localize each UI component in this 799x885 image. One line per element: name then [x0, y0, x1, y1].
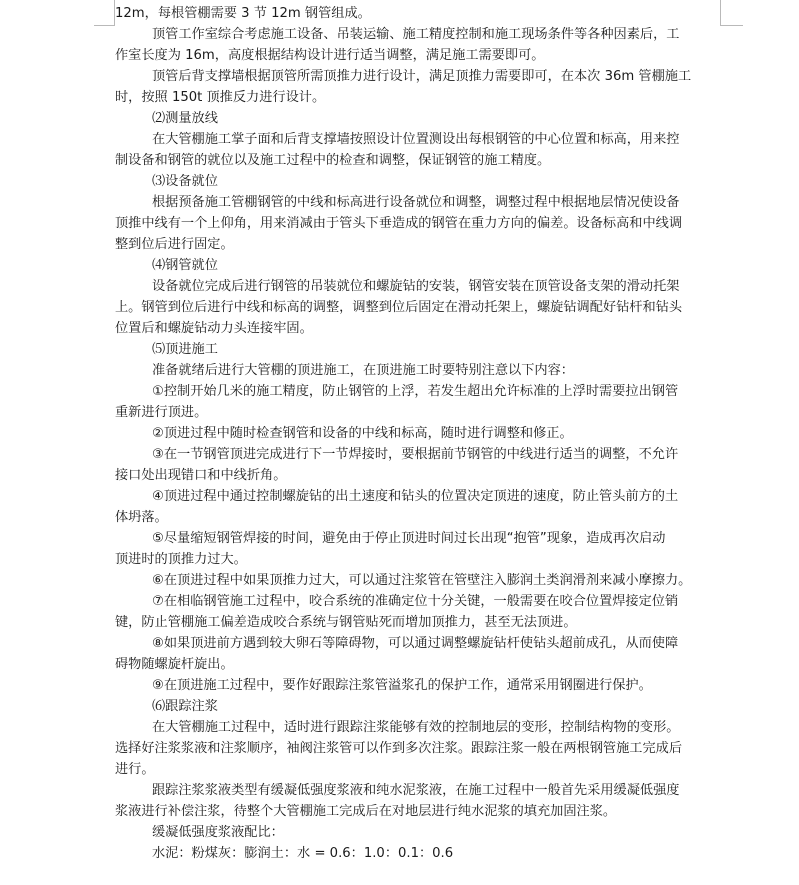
- text-line: 在大管棚施工掌子面和后背支撑墙按照设计位置测设出每根钢管的中心位置和标高，用来控: [152, 132, 680, 147]
- text-line: 体坍落。: [115, 510, 168, 525]
- text-line: 制设备和钢管的就位以及施工过程中的检查和调整，保证钢管的施工精度。: [115, 153, 551, 168]
- text-line: 顶管后背支撑墙根据顶管所需顶推力进行设计，满足顶推力需要即可，在本次 36m 管棚施工: [152, 69, 692, 84]
- text-line: ②顶进过程中随时检查钢管和设备的中线和标高，随时进行调整和修正。: [152, 426, 573, 441]
- text-line: ⑸顶进施工: [152, 342, 218, 357]
- text-line: 准备就绪后进行大管棚的顶进施工，在顶进施工时要特别注意以下内容：: [152, 363, 574, 378]
- text-line: 时，按照 150t 顶推反力进行设计。: [115, 90, 326, 105]
- text-line: 碍物随螺旋杆旋出。: [115, 657, 234, 672]
- text-line: 整到位后进行固定。: [115, 237, 234, 252]
- text-line: ①控制开始几米的施工精度，防止钢管的上浮，若发生超出允许标准的上浮时需要拉出钢管: [152, 384, 679, 399]
- text-line: ⑦在相临钢管施工过程中，咬合系统的准确定位十分关键，一般需要在咬合位置焊接定位销: [152, 594, 679, 609]
- text-line: ④顶进过程中通过控制螺旋钻的出土速度和钻头的位置决定顶进的速度，防止管头前方的土: [152, 489, 679, 504]
- text-line: 作室长度为 16m，高度根据结构设计进行适当调整，满足施工需要即可。: [115, 48, 545, 63]
- text-line: ⑷钢管就位: [152, 258, 218, 273]
- text-line: 跟踪注浆浆液类型有缓凝低强度浆液和纯水泥浆液，在施工过程中一般首先采用缓凝低强度: [152, 783, 680, 798]
- text-line: ⑥在顶进过程中如果顶推力过大，可以通过注浆管在管壁注入膨润土类润滑剂来减小摩擦力。: [152, 573, 692, 588]
- text-line: 缓凝低强度浆液配比：: [152, 825, 284, 840]
- text-line: 上。钢管到位后进行中线和标高的调整，调整到位后固定在滑动托架上，螺旋钻调配好钻杆和钻头: [115, 300, 683, 315]
- text-line: ③在一节钢管顶进完成进行下一节焊接时，要根据前节钢管的中线进行适当的调整，不允许: [152, 447, 679, 462]
- crop-mark-top-right: [720, 0, 743, 26]
- text-line: ⑹跟踪注浆: [152, 699, 218, 714]
- text-line: ⑵测量放线: [152, 111, 218, 126]
- text-line: 在大管棚施工过程中，适时进行跟踪注浆能够有效的控制地层的变形，控制结构物的变形。: [152, 720, 680, 735]
- text-line: 顶推中线有一个上仰角，用来消减由于管头下垂造成的钢管在重力方向的偏差。设备标高和中线调: [115, 216, 683, 231]
- text-line: 顶进时的顶推力过大。: [115, 552, 247, 567]
- text-line: 位置后和螺旋钻动力头连接牢固。: [115, 321, 313, 336]
- text-line: ⑤尽量缩短钢管焊接的时间，避免由于停止顶进时间过长出现“抱管”现象，造成再次启动: [152, 531, 666, 546]
- text-line: 根据预备施工管棚钢管的中线和标高进行设备就位和调整，调整过程中根据地层情况使设备: [152, 195, 680, 210]
- text-line: 12m，每根管棚需要 3 节 12m 钢管组成。: [115, 6, 371, 21]
- crop-mark-top-left: [94, 0, 115, 26]
- text-line: ⑧如果顶进前方遇到较大卵石等障碍物，可以通过调整螺旋钻杆使钻头超前成孔，从而使障: [152, 636, 679, 651]
- text-line: 水泥：粉煤灰：膨润土：水 = 0.6：1.0：0.1：0.6: [152, 846, 454, 861]
- text-line: 重新进行顶进。: [115, 405, 208, 420]
- text-line: ⑨在顶进施工过程中，要作好跟踪注浆管溢浆孔的保护工作，通常采用钢圈进行保护。: [152, 678, 652, 693]
- text-line: 浆液进行补偿注浆，待整个大管棚施工完成后在对地层进行纯水泥浆的填充加固注浆。: [115, 804, 617, 819]
- text-line: 进行。: [115, 762, 155, 777]
- text-line: 键，防止管棚施工偏差造成咬合系统与钢管贴死而增加顶推力，甚至无法顶进。: [115, 615, 577, 630]
- text-line: ⑶设备就位: [152, 174, 218, 189]
- text-line: 选择好注浆浆液和注浆顺序，袖阀注浆管可以作到多次注浆。跟踪注浆一般在两根钢管施工完成后: [115, 741, 683, 756]
- text-line: 接口处出现错口和中线折角。: [115, 468, 287, 483]
- text-line: 设备就位完成后进行钢管的吊装就位和螺旋钻的安装，钢管安装在顶管设备支架的滑动托架: [152, 279, 680, 294]
- text-line: 顶管工作室综合考虑施工设备、吊装运输、施工精度控制和施工现场条件等各种因素后，工: [152, 27, 680, 42]
